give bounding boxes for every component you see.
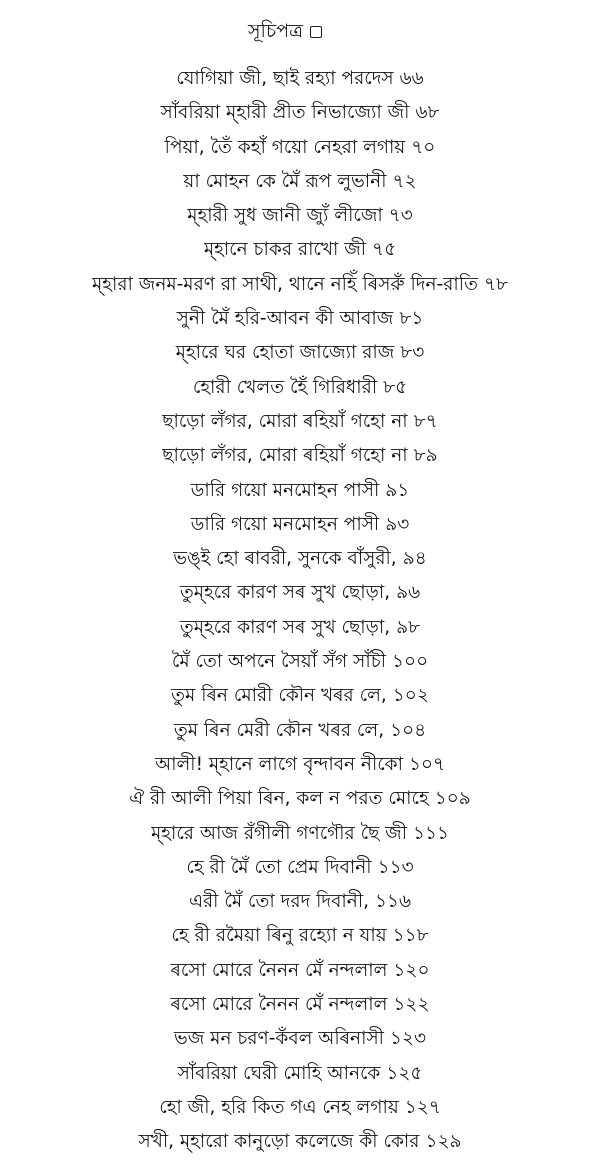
entry-page-number: ৭৫ — [372, 239, 397, 261]
entry-page-number: ৯৬ — [396, 582, 421, 604]
contents-entry — [0, 885, 600, 919]
entry-page-number: ৯৮ — [396, 616, 421, 638]
entry-title: তুম্হরে কারণ সৰ সুখ ছোড়া, — [179, 582, 391, 604]
contents-entry — [0, 165, 600, 199]
contents-entry — [0, 542, 600, 576]
entry-title: ভজ মন চরণ-কঁবল অৰিনাসী — [173, 1028, 384, 1050]
contents-entry — [0, 268, 600, 302]
contents-entry — [0, 336, 600, 370]
entry-page-number: ৮১ — [399, 308, 424, 330]
contents-entry — [0, 439, 600, 473]
entry-title: তুম ৰিন মেরী কৌন খৰর লে, — [173, 719, 385, 741]
entry-page-number: ১২২ — [393, 994, 430, 1016]
entry-page-number: ৯৩ — [385, 513, 410, 535]
entry-page-number: ৭২ — [392, 170, 417, 192]
entry-page-number: ১২৫ — [386, 1062, 423, 1084]
entry-page-number: ৯৪ — [402, 548, 427, 570]
entry-title: ৰসো মোরে নৈনন মেঁ নন্দলাল — [170, 959, 388, 981]
contents-entry — [0, 1022, 600, 1056]
contents-entry — [0, 199, 600, 233]
contents-entry — [0, 611, 600, 645]
contents-entry — [0, 62, 600, 96]
entry-page-number: ১০০ — [392, 651, 429, 673]
entry-page-number: ৮৭ — [413, 410, 438, 432]
entry-page-number: ৮৩ — [400, 342, 425, 364]
entry-title: সাঁবরিয়া ঘেরী মোহি আনকে — [177, 1062, 381, 1084]
entry-title: ম্হারে আজ রঁগীলী গণগৌর ছৈ জী — [150, 822, 408, 844]
entry-title: তুম্হরে কারণ সৰ সুখ ছোড়া, — [179, 616, 391, 638]
entry-title: সখী, ম্হারো কানুড়ো কলেজে কী কোর — [138, 1131, 420, 1153]
contents-entry — [0, 1091, 600, 1125]
contents-entry — [0, 714, 600, 748]
entry-page-number: ১১৬ — [375, 891, 412, 913]
entry-title: ৰসো মোরে নৈনন মেঁ নন্দলাল — [170, 994, 388, 1016]
entry-page-number: ৬৬ — [399, 68, 424, 89]
contents-entry — [0, 817, 600, 851]
entry-title: ম্হানে চাকর রাখো জী — [203, 239, 367, 261]
contents-entry — [0, 576, 600, 610]
entry-page-number: ১০৪ — [390, 719, 427, 741]
entry-title: আলী! ম্হানে লাগে বৃন্দাবন নীকো — [154, 753, 403, 775]
entry-title: সুনী মৈঁ হরি-আবন কী আবাজ — [176, 308, 394, 330]
contents-entry — [0, 919, 600, 953]
entry-page-number: ৮৫ — [383, 376, 408, 398]
entry-page-number: ৯১ — [385, 479, 410, 501]
entry-title: সাঁবরিয়া ম্হারী প্রীত নিভাজ্যো জী — [160, 102, 410, 124]
contents-heading — [248, 16, 322, 46]
entry-title: এরী মৈঁ তো দরদ দিবানী, — [188, 891, 370, 913]
entry-title: পিয়া, তৈঁ কহাঁ গয়ো নেহরা লগায় — [164, 136, 406, 158]
entry-page-number: ১১৩ — [377, 856, 414, 878]
contents-entry — [0, 131, 600, 165]
contents-entry — [0, 371, 600, 405]
entry-title: ভঙ্ই হো ৰাবরী, সুনকে বাঁসুরী, — [173, 548, 397, 570]
contents-entry — [0, 645, 600, 679]
entry-title: হো জী, হরি কিত গএ নেহ লগায় — [159, 1096, 399, 1118]
entry-page-number: ৬৮ — [415, 102, 440, 124]
entry-title: ম্হারা জনম-মরণ রা সাথী, থানে নহিঁ ৰিসরুঁ দিন-রাতি — [91, 273, 478, 295]
entry-title: ম্হারী সুধ জানী জ্যুঁ লীজো — [187, 205, 383, 227]
contents-entry — [0, 96, 600, 130]
entry-title: ছাড়ো লঁগর, মোরা ৰহিয়াঁ গহো না — [162, 410, 408, 432]
contents-entry — [0, 851, 600, 885]
contents-entry — [0, 782, 600, 816]
checkbox-square-icon — [310, 26, 322, 38]
contents-entry — [0, 508, 600, 542]
entry-page-number: ১২০ — [393, 959, 430, 981]
contents-entry — [0, 679, 600, 713]
entry-page-number: ১২৯ — [425, 1131, 462, 1153]
entry-title: ছাড়ো লঁগর, মোরা ৰহিয়াঁ গহো না — [162, 445, 408, 467]
entry-title: তুম ৰিন মোরী কৌন খৰর লে, — [171, 685, 387, 707]
contents-entry — [0, 405, 600, 439]
contents-heading-text: সূচিপত্র — [248, 20, 304, 42]
entry-title: হে রী রমৈয়া ৰিনু রহ্যো ন যায় — [171, 925, 387, 947]
contents-entry — [0, 748, 600, 782]
entry-page-number: ১০২ — [392, 685, 429, 707]
entry-title: ডারি গয়ো মনমোহন পাসী — [190, 479, 380, 501]
entry-page-number: ১২৭ — [404, 1096, 441, 1118]
entry-page-number: ৭০ — [411, 136, 436, 158]
contents-entry — [0, 988, 600, 1022]
contents-entry — [0, 302, 600, 336]
entry-page-number: ১১৮ — [392, 925, 429, 947]
entry-title: যোগিয়া জী, ছাই রহ্যা পরদেস — [176, 68, 394, 89]
entry-page-number: ৭৩ — [388, 205, 413, 227]
entry-page-number: ১০৯ — [434, 788, 471, 810]
entry-page-number: ১১১ — [413, 822, 450, 844]
entry-title: হে রী মৈঁ তো প্রেম দিবানী — [186, 856, 372, 878]
contents-entry — [0, 1125, 600, 1159]
entry-page-number: ১০৭ — [409, 753, 446, 775]
entry-title: মৈঁ তো অপনে সৈয়াঁ সঁগ সাঁচী — [171, 651, 387, 673]
entry-title: ঐ রী আলী পিয়া ৰিন, কল ন পরত মোহে — [129, 788, 429, 810]
contents-entry — [0, 233, 600, 267]
contents-entry — [0, 1057, 600, 1091]
entry-page-number: ৮৯ — [413, 445, 438, 467]
entry-title: য়া মোহন কে মৈঁ রূপ লুভানী — [183, 170, 387, 192]
entry-title: হোরী খেলত হৈঁ গিরিধারী — [192, 376, 378, 398]
entry-title: ডারি গয়ো মনমোহন পাসী — [190, 513, 380, 535]
entry-page-number: ৭৮ — [483, 273, 508, 295]
contents-list — [0, 62, 600, 1160]
contents-entry — [0, 474, 600, 508]
entry-page-number: ১২৩ — [389, 1028, 427, 1050]
entry-title: ম্হারে ঘর হোতা জাজ্যো রাজ — [175, 342, 395, 364]
contents-entry — [0, 954, 600, 988]
